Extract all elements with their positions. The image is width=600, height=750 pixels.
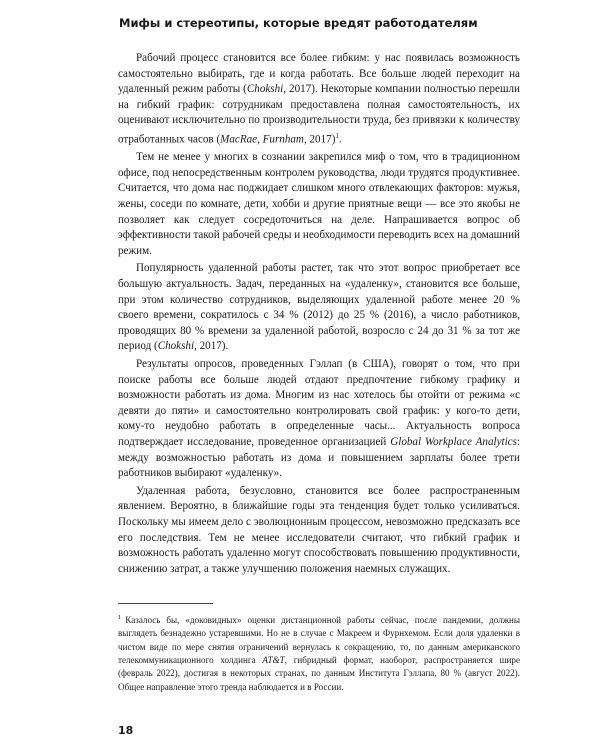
footnote-divider	[118, 603, 213, 604]
footnotes	[118, 611, 520, 694]
citation: MacRae, Furnham	[220, 133, 304, 146]
footnote-mark: 1	[118, 614, 122, 621]
organization-name: Global Workplace Analytics	[390, 435, 517, 448]
footnote-reference[interactable]: 1	[335, 131, 339, 140]
running-header: Мифы и стереотипы, которые вредят работодателям	[119, 16, 478, 30]
citation: Chokshi	[157, 340, 195, 353]
paragraph: Популярность удаленной работы растет, так что этот вопрос приобретает все большую актуальность. Задач, переданных на «удаленку», становится все больше, при этом количество сотрудников, выделяющих удаленной работе менее 20 % своего времени, сократилось с 34 % (2012) до 25 % (2016), а число работников, проводящих 80 % времени за удаленной работой, возросло с 24 до 31 % за тот же период (Chokshi, 2017).	[118, 262, 520, 353]
paragraph: Удаленная работа, безусловно, становится все более распространенным явлением. Вероятно, в ближайшие годы эта тенденция будет только усиливаться. Поскольку мы имеем дело с эволюционным процессом, невозможно предсказать все его последствия. Тем не менее исследователи считают, что гибкий график и возможность работать удаленно могут способствовать повышению продуктивности, снижению затрат, а также улучшению положения наемных служащих.	[118, 484, 520, 575]
paragraph: Рабочий процесс становится все более гибким: у нас появилась возможность самостоятельно выбирать, где и когда работать. Все больше людей переходит на удаленный режим работы (Chokshi, 2017). Некоторые компании полностью перешли на гибкий график: сотрудникам предоставлена полная самостоятельность, их оценивают исключительно по производительности труда, без привязки к количеству отработанных часов (MacRae, Furnham, 2017)$^1$.	[118, 52, 520, 146]
main-text	[118, 51, 520, 579]
footnote: $^1$ Казалось бы, «доковидных» оценки дистанционной работы сейчас, после пандемии, должны выглядеть безнадежно устаревшими. Но не в случае с Макреем и Фурнхемом. Если доля удаленки в чистом виде по мере снятия ограничений вернулась к сокращению, то, по данным американского телекоммуникационного холдинга AT&T, гибридный формат, наоборот, распространяется шире (февраль 2022), достигая в некоторых странах, по данным Института Гэллапа, 80 % (август 2022). Общее направление этого тренда наблюдается и в России.	[118, 614, 520, 692]
paragraph: Результаты опросов, проведенных Гэллап (в США), говорят о том, что при поиске работы все больше людей отдают предпочтение гибкому графику и возможности работать из дома. Многим из нас хотелось бы отойти от режима «с девяти до пяти» и самостоятельно контролировать свой график: у кого-то дети, кому-то неудобно работать в определенные часы... Актуальность вопроса подтверждает исследование, проведенное организацией Global Workplace Analytics: между возможностью работать из дома и повышением зарплаты более трети работников выбирают «удаленку».	[118, 357, 520, 480]
paragraph: Тем не менее у многих в сознании закрепился миф о том, что в традиционном офисе, под непосредственным контролем руководства, люди трудятся продуктивнее. Считается, что дома нас поджидает слишком много отвлекающих факторов: мужья, жены, соседи по комнате, дети, хобби и другие приятные вещи — все это якобы не позволяет как следует сосредоточиться на деле. Напрашивается вопрос об эффективности такой рабочей среды и необходимости переводить всех на домашний режим.	[118, 151, 520, 257]
page-number: 18	[118, 724, 134, 737]
citation: Chokshi	[246, 83, 284, 96]
company-name: AT&T	[262, 654, 285, 665]
